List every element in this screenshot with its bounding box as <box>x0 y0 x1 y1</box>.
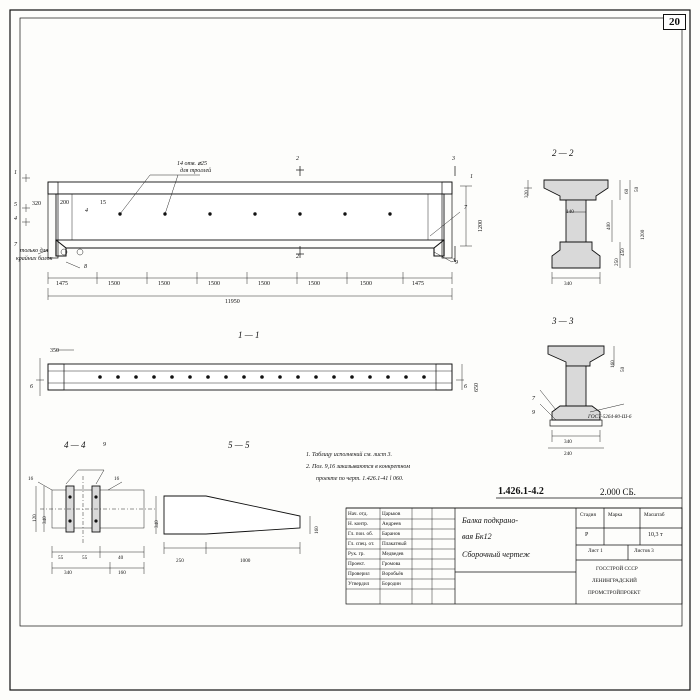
stamp-role-2: Гл. пои. об. <box>348 531 374 537</box>
v44-mark-9: 9 <box>103 442 106 448</box>
v22-dim-400: 400 <box>606 222 612 230</box>
section-tag-3-top: 3 <box>452 156 455 162</box>
v44-dim-40: 40 <box>118 555 124 561</box>
mark-9-main: 9 <box>455 260 458 266</box>
note-edge-beam-line2: крайних балок <box>16 256 53 262</box>
v44-dim-16-left: 16 <box>28 476 34 482</box>
doc-code-top: 1.426.1-4.2 <box>498 486 544 497</box>
dim-seg-6: 1500 <box>308 281 320 287</box>
dim-320: 320 <box>32 201 41 207</box>
view-5-5-title: 5 — 5 <box>228 440 250 450</box>
stamp-role-0: Нач. отд. <box>348 511 368 517</box>
stamp-sheet: Лист 1 <box>588 548 603 554</box>
v33-dim-340: 340 <box>564 439 572 445</box>
dim-seg-8: 1475 <box>412 281 424 287</box>
v55-dim-250: 250 <box>176 558 184 564</box>
org-line-2: ЛЕНИНГРАДСКИЙ <box>592 578 637 584</box>
view-1-1-dim-650: 650 <box>474 383 480 392</box>
view-1-1-dim-350: 350 <box>50 348 59 354</box>
v44-dim-16-right: 16 <box>114 476 120 482</box>
view-1-1-mark-6-right: 6 <box>464 384 467 390</box>
mark-8: 8 <box>84 264 87 270</box>
note-line-3: проекте по черт. 1.426.1-41 l 060. <box>316 476 404 482</box>
dim-seg-5: 1500 <box>258 281 270 287</box>
v22-dim-50: 50 <box>634 186 640 192</box>
main-elevation-geometry <box>22 166 472 300</box>
dim-seg-2: 1500 <box>108 281 120 287</box>
mark-1-left: 1 <box>14 170 17 176</box>
view-4-4-title: 4 — 4 <box>64 440 86 450</box>
stamp-name-5: Громова <box>382 561 401 567</box>
v33-mark-7: 7 <box>532 396 535 402</box>
v22-dim-60: 60 <box>624 188 630 194</box>
stamp-role-5: Проект. <box>348 561 365 567</box>
stamp-role-7: Утвердил <box>348 581 370 587</box>
v44-dim-340: 340 <box>64 570 72 576</box>
stamp-sheets: Листов 3 <box>634 548 654 554</box>
v22-dim-340: 340 <box>564 281 572 287</box>
callout-holes-line2: для троллей <box>180 168 212 174</box>
v33-weld-note: ГОСТ-5264-80-Ш-6 <box>588 414 632 420</box>
view-2-2-title: 2 — 2 <box>552 148 574 158</box>
dim-total-length: 11950 <box>225 299 240 305</box>
v55-dim-340: 340 <box>154 520 160 528</box>
view-4-4-geometry <box>36 470 156 574</box>
v44-dim-160: 160 <box>118 570 126 576</box>
v44-dim-55b: 55 <box>82 555 88 561</box>
v33-dim-240: 240 <box>564 451 572 457</box>
stamp-name-2: Баранов <box>382 531 400 537</box>
callout-holes-line1: 14 отв. ⌀25 <box>177 161 208 167</box>
stamp-title-line1: Балка подкрано- <box>462 516 519 525</box>
stamp-name-4: Медведев <box>382 551 404 557</box>
section-tag-2-bottom: 2 <box>296 254 299 260</box>
mark-4-left: 4 <box>14 216 17 222</box>
view-3-3-title: 3 — 3 <box>552 316 574 326</box>
v22-dim-140: 140 <box>566 209 574 215</box>
mark-5-left: 5 <box>14 202 17 208</box>
view-1-1-geometry <box>36 350 464 396</box>
section-tag-1-right: 1 <box>470 174 473 180</box>
section-tag-3-bottom: 3 <box>452 258 455 264</box>
view-1-1-title: 1 — 1 <box>238 330 260 340</box>
stamp-name-3: Плакатный <box>382 541 407 547</box>
v44-dim-120v: 120 <box>32 514 38 522</box>
v44-dim-340v: 340 <box>42 516 48 524</box>
note-edge-beam-line1: только для <box>20 248 49 254</box>
mark-7-left: 7 <box>14 242 17 248</box>
dim-1200-main: 1200 <box>478 220 484 232</box>
stamp-col-mass: Масштаб <box>644 512 665 518</box>
v22-dim-320: 320 <box>524 190 530 198</box>
note-line-2: 2. Поз. 9,16 заказываются в конкретном <box>306 464 411 470</box>
v22-dim-250: 250 <box>614 258 620 266</box>
v22-dim-1200: 1200 <box>640 229 646 240</box>
stamp-name-6: Воробьёв <box>382 571 403 577</box>
dim-15: 15 <box>100 200 106 206</box>
dim-seg-4: 1500 <box>208 281 220 287</box>
view-1-1-mark-6-left: 6 <box>30 384 33 390</box>
note-line-1: 1. Таблицу исполнений см. лист 3. <box>306 452 393 458</box>
mark-7-right: 7 <box>464 205 467 211</box>
v44-dim-55a: 55 <box>58 555 64 561</box>
page-number-badge: 20 <box>663 14 686 30</box>
stamp-title-line3: Сборочный чертеж <box>462 550 531 559</box>
v33-dim-160: 160 <box>610 360 616 368</box>
mark-4-inner: 4 <box>85 208 88 214</box>
stamp-name-7: Бородин <box>382 581 401 587</box>
section-tag-2-top: 2 <box>296 156 299 162</box>
dim-seg-1: 1475 <box>56 281 68 287</box>
v55-dim-1000: 1000 <box>240 558 251 564</box>
dim-200: 200 <box>60 200 69 206</box>
stamp-col-mark: Марка <box>608 512 623 518</box>
stamp-role-4: Рук. гр. <box>348 551 365 557</box>
v33-dim-50: 50 <box>620 366 626 372</box>
stamp-val-mass: 10,3 т <box>648 532 663 538</box>
stamp-role-3: Гл. спец. от. <box>348 541 375 547</box>
doc-stage-top: 2.000 СБ. <box>600 487 636 497</box>
stamp-name-1: Андреев <box>382 521 401 527</box>
stamp-role-1: Н. контр. <box>348 521 369 527</box>
stamp-col-stadia: Стадия <box>580 512 596 518</box>
org-line-3: ПРОМСТРОЙПРОЕКТ <box>588 590 641 596</box>
org-line-1: ГОССТРОЙ СССР <box>596 566 638 572</box>
stamp-title-line2: вая Бк12 <box>462 532 492 541</box>
view-2-2-geometry <box>524 180 630 284</box>
dim-seg-3: 1500 <box>158 281 170 287</box>
stamp-val-stadia: Р <box>585 532 589 538</box>
dim-seg-7: 1500 <box>360 281 372 287</box>
v55-dim-160: 160 <box>314 526 320 534</box>
v33-mark-9: 9 <box>532 410 535 416</box>
stamp-name-0: Царьков <box>382 511 401 517</box>
stamp-role-6: Проверил <box>348 571 370 577</box>
v22-dim-450: 450 <box>620 248 626 256</box>
view-5-5-geometry <box>156 496 310 554</box>
